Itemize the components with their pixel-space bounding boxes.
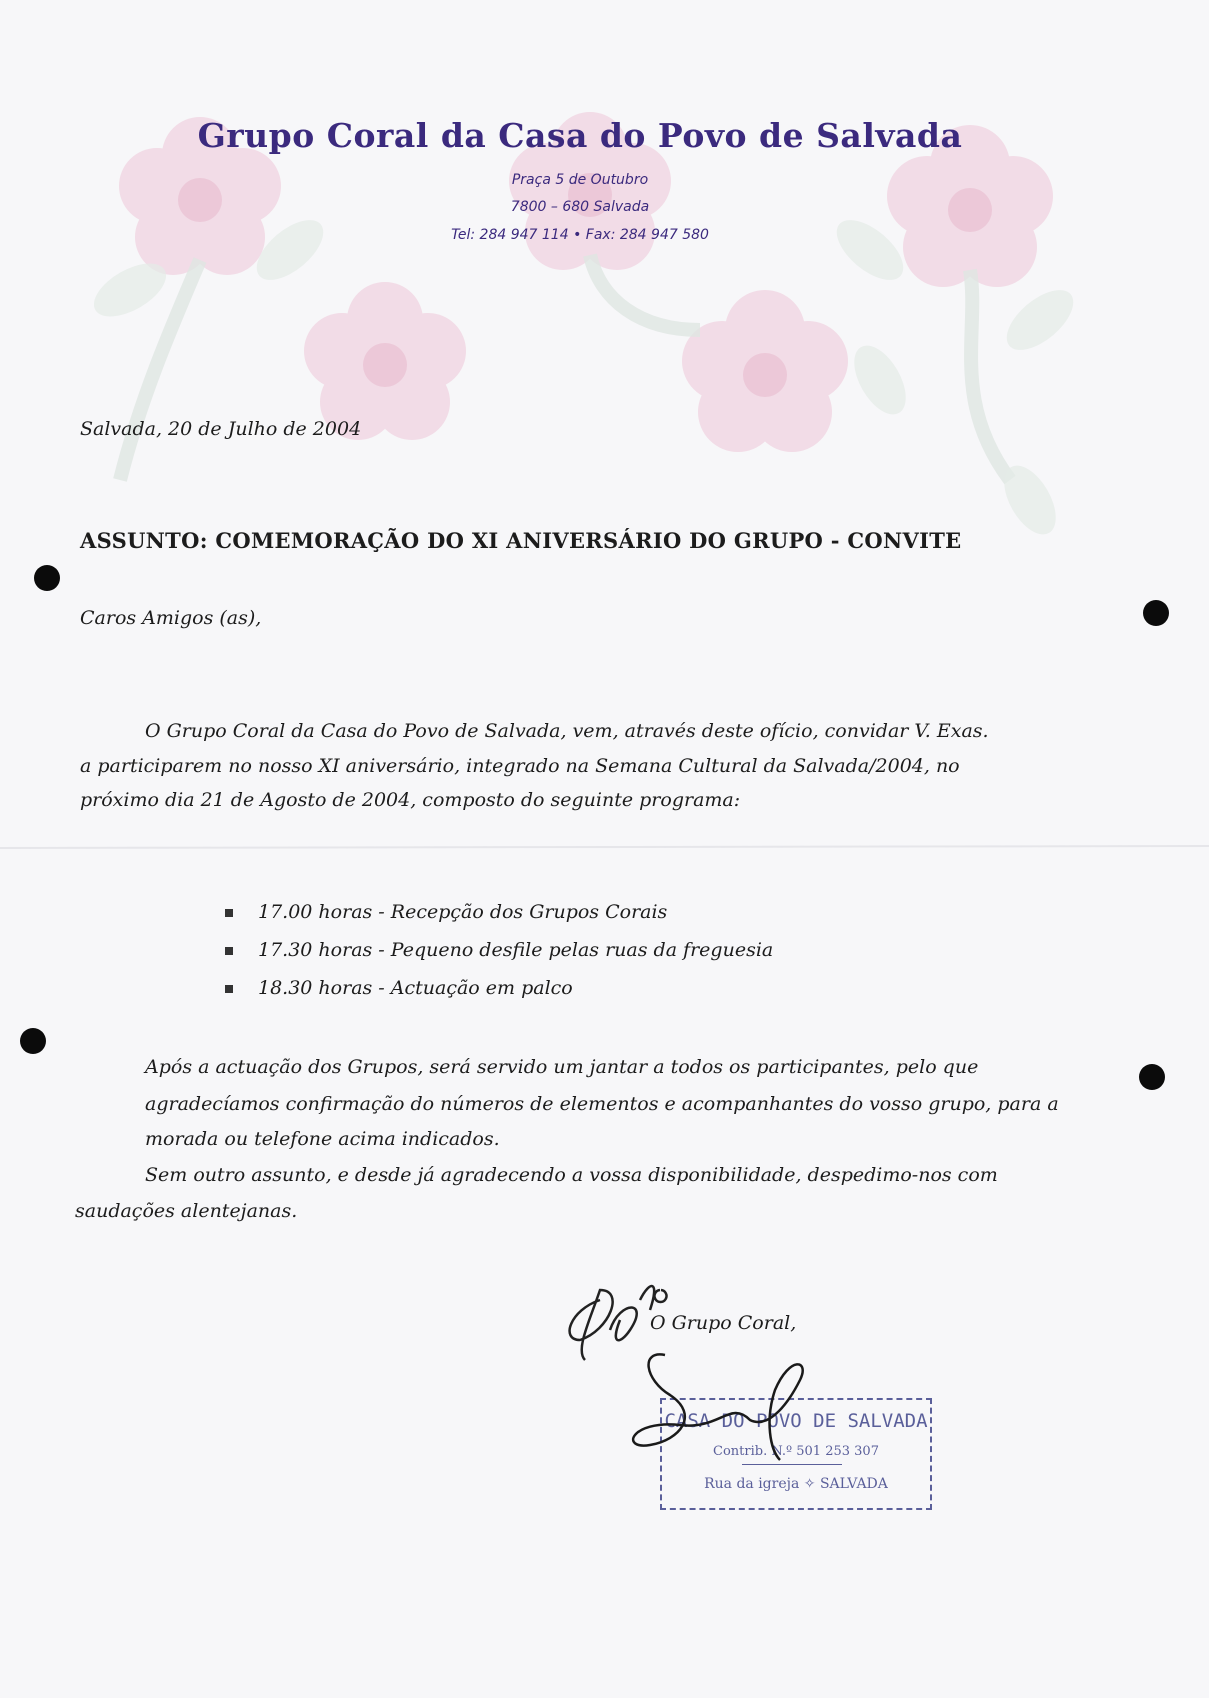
flower-decoration	[304, 282, 466, 440]
program-item-text: 17.30 horas - Pequeno desfile pelas ruas da freguesia	[258, 939, 774, 961]
stamp-line: Contrib. N.º 501 253 307	[713, 1444, 879, 1459]
paragraph-line: agradecíamos confirmação do números de elementos e acompanhantes do vosso grupo, para a	[145, 1093, 1059, 1115]
salutation: Caros Amigos (as),	[80, 607, 262, 629]
bullet-icon	[225, 947, 233, 955]
flower-decoration	[682, 290, 848, 452]
program-item-text: 18.30 horas - Actuação em palco	[258, 977, 573, 999]
paragraph-line: morada ou telefone acima indicados.	[145, 1128, 500, 1150]
punch-hole	[34, 565, 60, 591]
punch-hole	[1143, 600, 1169, 626]
subject-line: ASSUNTO: COMEMORAÇÃO DO XI ANIVERSÁRIO DO GRUPO - CONVITE	[80, 528, 962, 553]
stamp-line: Rua da igreja ✧ SALVADA	[704, 1476, 888, 1492]
stamp-line: CASA DO POVO DE SALVADA	[664, 1410, 928, 1432]
paragraph-line: a participarem no nosso XI aniversário, integrado na Semana Cultural da Salvada/2004, no	[80, 755, 960, 777]
paragraph-line: próximo dia 21 de Agosto de 2004, composto do seguinte programa:	[80, 789, 741, 811]
letterhead-title: Grupo Coral da Casa do Povo de Salvada	[197, 116, 963, 155]
program-item	[258, 901, 667, 923]
punch-hole	[1139, 1064, 1165, 1090]
program-item	[258, 977, 573, 999]
letterhead-contact: Tel: 284 947 114 • Fax: 284 947 580	[451, 227, 709, 243]
paragraph-line: O Grupo Coral da Casa do Povo de Salvada, vem, através deste ofício, convidar V. Exas.	[145, 720, 989, 742]
bullet-icon	[225, 909, 233, 917]
stamp	[660, 1398, 932, 1510]
date-line: Salvada, 20 de Julho de 2004	[80, 418, 362, 440]
letterhead-postal: 7800 – 680 Salvada	[510, 199, 650, 215]
stamp-divider	[742, 1464, 842, 1465]
punch-hole	[20, 1028, 46, 1054]
program-item	[258, 939, 773, 961]
paragraph-line: saudações alentejanas.	[75, 1200, 298, 1222]
paragraph-line: Após a actuação dos Grupos, será servido um jantar a todos os participantes, pelo que	[145, 1056, 979, 1078]
closing: O Grupo Coral,	[650, 1312, 797, 1334]
fold-line	[0, 846, 1209, 848]
bullet-icon	[225, 985, 233, 993]
paragraph-line: Sem outro assunto, e desde já agradecendo a vossa disponibilidade, despedimo-nos com	[145, 1164, 998, 1186]
program-item-text: 17.00 horas - Recepção dos Grupos Corais	[258, 901, 668, 923]
letterhead-address: Praça 5 de Outubro	[511, 172, 649, 188]
